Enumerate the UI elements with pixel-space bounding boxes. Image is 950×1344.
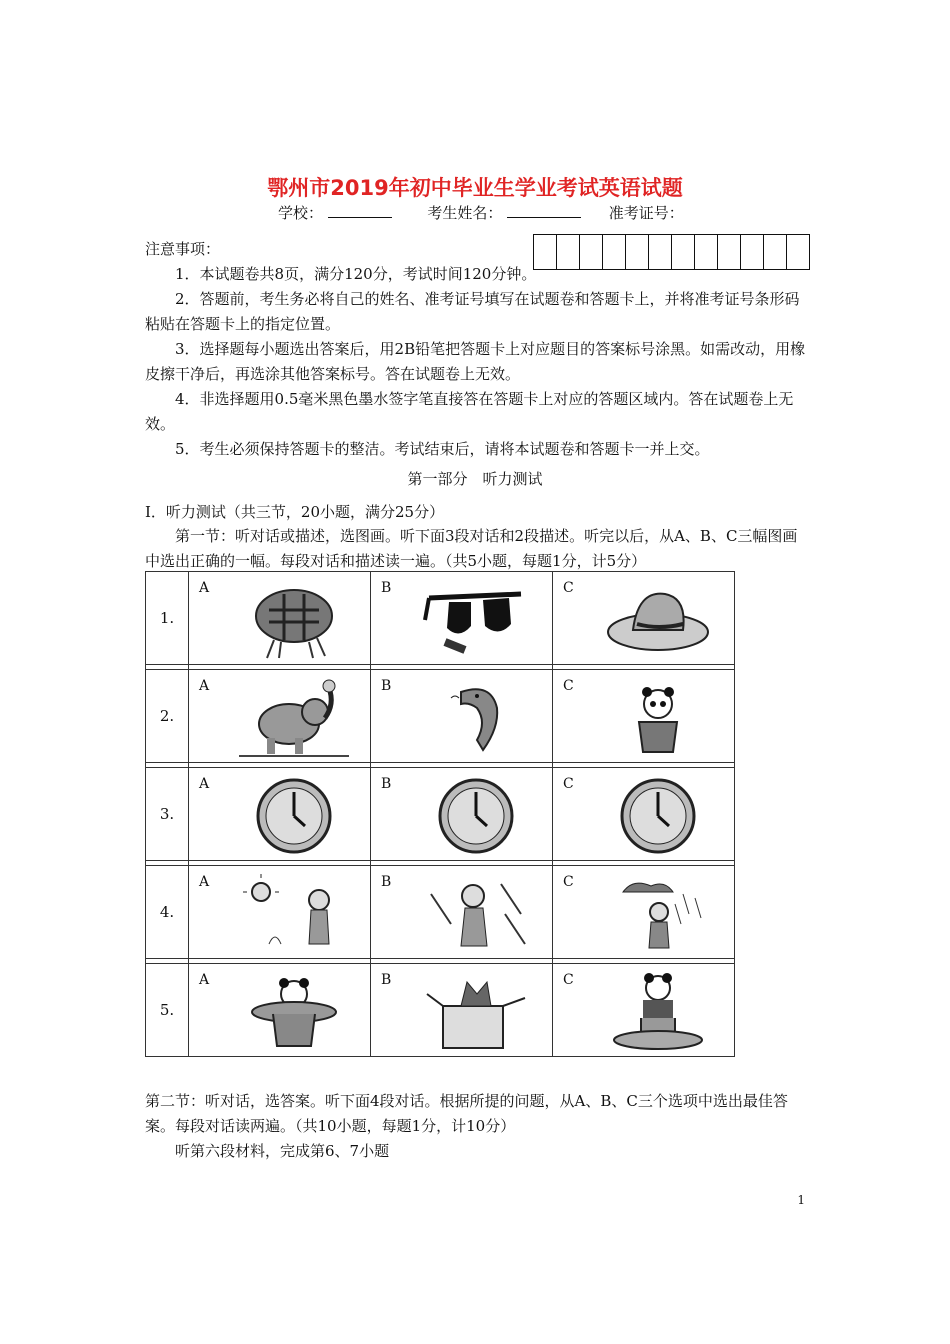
fill-in-row bbox=[278, 202, 684, 223]
clock-icon bbox=[239, 776, 349, 856]
question-number: 3. bbox=[146, 768, 189, 861]
picture-row bbox=[146, 768, 735, 861]
option-letter: A bbox=[199, 580, 210, 596]
exam-title: 鄂州市2019年初中毕业生学业考试英语试题 bbox=[267, 176, 683, 200]
dolphin-icon bbox=[421, 678, 531, 758]
option-letter: C bbox=[563, 972, 574, 988]
picture-option bbox=[553, 572, 735, 665]
option-letter: C bbox=[563, 874, 574, 890]
picture-option bbox=[189, 964, 371, 1057]
windy-girl-icon bbox=[421, 874, 531, 954]
elephant-icon bbox=[239, 678, 349, 758]
option-letter: A bbox=[199, 678, 210, 694]
rainy-girl-icon bbox=[603, 874, 713, 954]
hat-icon bbox=[603, 580, 713, 660]
notice-item: 3．选择题每小题选出答案后，用2B铅笔把答题卡上对应题目的答案标号涂黑。如需改动，用橡皮擦干净后，再选涂其他答案标号。答在试题卷上无效。 bbox=[145, 340, 806, 383]
picture-option bbox=[371, 670, 553, 763]
panda-on-hat-icon bbox=[603, 972, 713, 1052]
question-number: 1. bbox=[146, 572, 189, 665]
picture-row bbox=[146, 572, 735, 665]
option-letter: C bbox=[563, 580, 574, 596]
section-one-instructions: 第一节：听对话或描述，选图画。听下面3段对话和2段描述。听完以后，从A、B、C三幅图画中选出正确的一幅。每段对话和描述读一遍。（共5小题，每题1分，计5分） bbox=[145, 527, 798, 570]
notice-heading: 注意事项： bbox=[145, 240, 221, 258]
question-number: 2. bbox=[146, 670, 189, 763]
name-label: 考生姓名： bbox=[427, 204, 503, 222]
sunny-girl-icon bbox=[239, 874, 349, 954]
page-number: 1 bbox=[797, 1193, 805, 1207]
picture-row bbox=[146, 866, 735, 959]
picture-option bbox=[553, 670, 735, 763]
notice-item: 4．非选择题用0.5毫米黑色墨水签字笔直接答在答题卡上对应的答题区域内。答在试题卷上无效。 bbox=[145, 390, 794, 433]
sunglasses-icon bbox=[421, 580, 531, 660]
picture-option bbox=[371, 964, 553, 1057]
option-letter: B bbox=[381, 874, 392, 890]
notice-item: 2．答题前，考生务必将自己的姓名、准考证号填写在试题卷和答题卡上，并将准考证号条形码粘贴在答题卡上的指定位置。 bbox=[145, 290, 800, 333]
school-label: 学校： bbox=[278, 204, 324, 222]
option-letter: B bbox=[381, 776, 392, 792]
picture-option bbox=[371, 768, 553, 861]
picture-option bbox=[189, 572, 371, 665]
option-letter: C bbox=[563, 776, 574, 792]
picture-option bbox=[371, 572, 553, 665]
name-blank bbox=[507, 203, 581, 218]
question-number: 4. bbox=[146, 866, 189, 959]
panda-in-hat-icon bbox=[239, 972, 349, 1052]
question-number: 5. bbox=[146, 964, 189, 1057]
picture-row bbox=[146, 964, 735, 1057]
picture-option bbox=[189, 670, 371, 763]
fox-in-box-icon bbox=[421, 972, 531, 1052]
option-letter: A bbox=[199, 874, 210, 890]
picture-option bbox=[189, 768, 371, 861]
notice-item: 1．本试题卷共8页，满分120分，考试时间120分钟。 bbox=[175, 265, 537, 283]
picture-row bbox=[146, 670, 735, 763]
option-letter: A bbox=[199, 972, 210, 988]
option-letter: A bbox=[199, 776, 210, 792]
part-one-heading: 第一部分 听力测试 bbox=[407, 470, 543, 488]
picture-option bbox=[553, 964, 735, 1057]
clock-icon bbox=[421, 776, 531, 856]
picture-option bbox=[371, 866, 553, 959]
school-blank bbox=[328, 203, 392, 218]
section-i-heading: Ⅰ．听力测试（共三节，20小题，满分25分） bbox=[145, 503, 445, 521]
picture-option bbox=[553, 768, 735, 861]
picture-option bbox=[553, 866, 735, 959]
picture-option bbox=[189, 866, 371, 959]
option-letter: B bbox=[381, 580, 392, 596]
option-letter: C bbox=[563, 678, 574, 694]
section-two-instructions: 第二节：听对话，选答案。听下面4段对话。根据所提的问题，从A、B、C三个选项中选出最佳答案。每段对话读两遍。（共10小题，每题1分，计10分） bbox=[145, 1092, 788, 1135]
option-letter: B bbox=[381, 678, 392, 694]
picture-table bbox=[145, 571, 735, 1057]
clock-icon bbox=[603, 776, 713, 856]
option-letter: B bbox=[381, 972, 392, 988]
panda-icon bbox=[603, 678, 713, 758]
listen-note: 听第六段材料，完成第6、7小题 bbox=[175, 1142, 390, 1160]
scarf-icon bbox=[239, 580, 349, 660]
notice-item: 5．考生必须保持答题卡的整洁。考试结束后，请将本试题卷和答题卡一并上交。 bbox=[175, 440, 710, 458]
ticket-label: 准考证号： bbox=[608, 204, 684, 222]
